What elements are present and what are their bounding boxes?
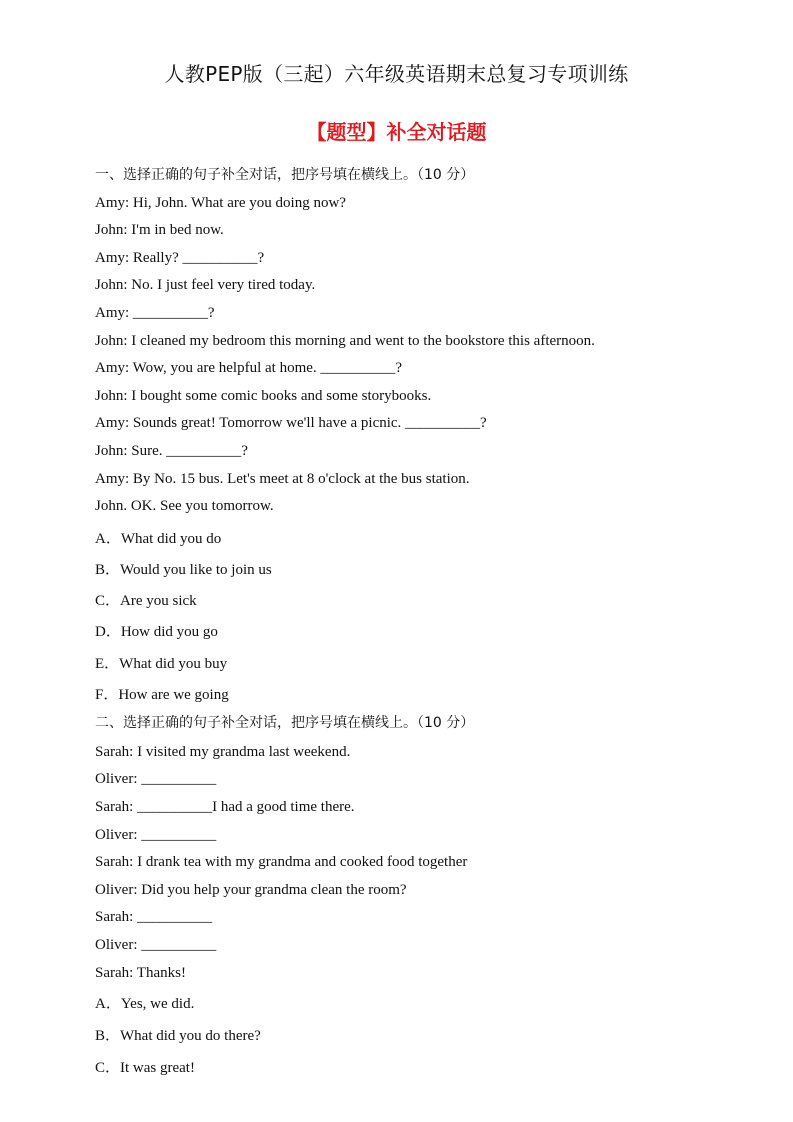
dialogue-line: Sarah: __________I had a good time there.: [95, 799, 355, 815]
dialogue-line: John: No. I just feel very tired today.: [95, 277, 316, 293]
dialogue-line: Amy: Hi, John. What are you doing now?: [95, 195, 346, 211]
option-item: A．Yes, we did.: [95, 996, 195, 1012]
dialogue-line: Amy: Sounds great! Tomorrow we'll have a picnic. __________?: [95, 415, 487, 431]
dialogue-line: John: I bought some comic books and some storybooks.: [95, 388, 432, 404]
option-item: C．It was great!: [95, 1060, 195, 1076]
dialogue-line: Amy: __________?: [95, 305, 215, 321]
dialogue-line: Sarah: __________: [95, 909, 213, 925]
section2-heading: 二、选择正确的句子补全对话，把序号填在横线上。（10 分）: [95, 715, 475, 731]
option-item: C．Are you sick: [95, 593, 197, 609]
dialogue-line: John: I cleaned my bedroom this morning and went to the bookstore this afternoon.: [95, 333, 595, 349]
dialogue-line: Sarah: I visited my grandma last weekend.: [95, 744, 351, 760]
dialogue-line: Amy: Really? __________?: [95, 250, 265, 266]
dialogue-line: Oliver: __________: [95, 937, 217, 953]
option-item: B．Would you like to join us: [95, 562, 272, 578]
dialogue-line: Oliver: __________: [95, 771, 217, 787]
option-item: F．How are we going: [95, 687, 229, 703]
section1-heading: 一、选择正确的句子补全对话，把序号填在横线上。（10 分）: [95, 167, 475, 183]
dialogue-line: Amy: Wow, you are helpful at home. __________?: [95, 360, 403, 376]
dialogue-line: Oliver: Did you help your grandma clean the room?: [95, 882, 407, 898]
dialogue-line: John. OK. See you tomorrow.: [95, 498, 274, 514]
option-item: D．How did you go: [95, 624, 218, 640]
option-item: E．What did you buy: [95, 656, 228, 672]
page-subtitle: 【题型】补全对话题: [306, 120, 487, 144]
dialogue-line: John: Sure. __________?: [95, 443, 248, 459]
dialogue-line: Sarah: Thanks!: [95, 965, 186, 981]
page-title: 人教PEP版（三起）六年级英语期末总复习专项训练: [164, 62, 629, 86]
option-item: A．What did you do: [95, 531, 222, 547]
option-item: B．What did you do there?: [95, 1028, 261, 1044]
dialogue-line: Sarah: I drank tea with my grandma and cooked food together: [95, 854, 468, 870]
dialogue-line: John: I'm in bed now.: [95, 222, 224, 238]
dialogue-line: Amy: By No. 15 bus. Let's meet at 8 o'clock at the bus station.: [95, 471, 470, 487]
dialogue-line: Oliver: __________: [95, 827, 217, 843]
